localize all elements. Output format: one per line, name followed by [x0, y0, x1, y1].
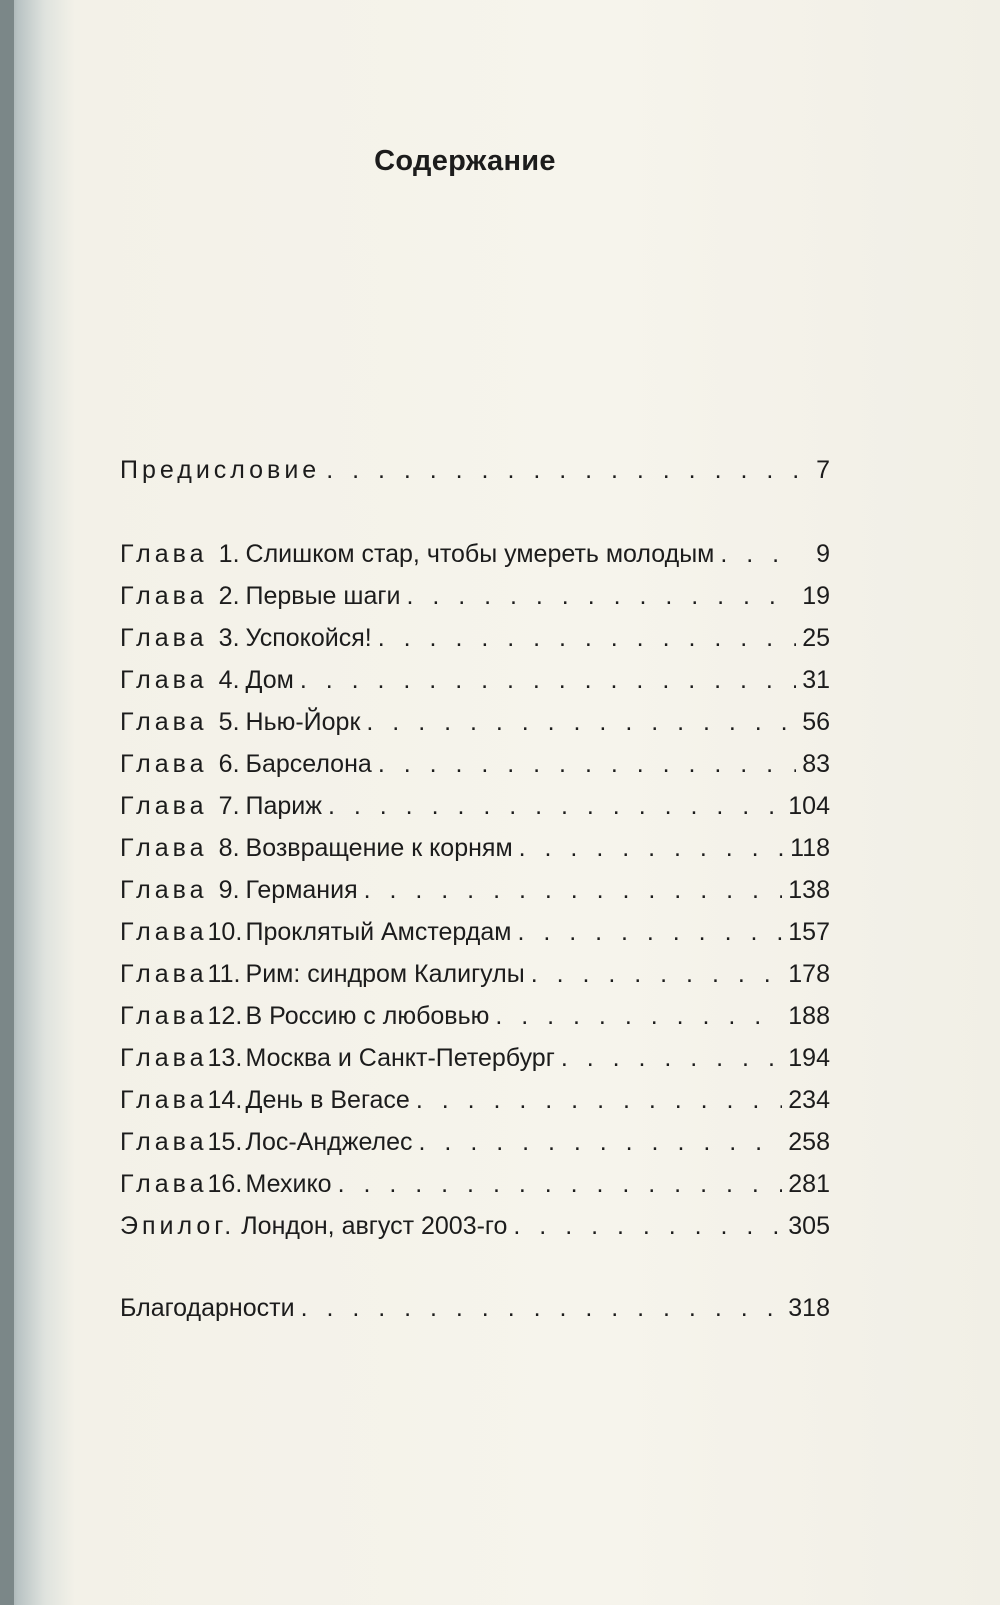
- toc-entry-chapter: [120, 582, 830, 624]
- toc-entry-chapter: [120, 960, 830, 1002]
- toc-entry-chapter: [120, 750, 830, 792]
- chapter-word: Глава: [120, 918, 208, 946]
- chapter-word: Глава: [120, 876, 208, 904]
- chapter-number: 9.: [218, 876, 240, 904]
- toc-page-number: 9: [816, 540, 830, 568]
- toc-entry-label: Предисловие: [120, 456, 321, 484]
- toc-entry-label: Германия: [245, 876, 358, 904]
- toc-entry-chapter: [120, 1170, 830, 1212]
- chapter-word: Глава: [120, 1002, 208, 1030]
- dot-leader: [338, 1170, 783, 1199]
- toc-page-number: 118: [790, 834, 830, 862]
- toc-page-number: 7: [816, 456, 830, 484]
- chapter-word: Глава: [120, 834, 208, 862]
- toc-entry-chapter: [120, 918, 830, 960]
- toc-page-number: 25: [802, 624, 830, 652]
- chapter-number: 12.: [207, 1002, 243, 1030]
- chapter-word: Глава: [120, 666, 208, 694]
- dot-leader: [328, 792, 782, 821]
- chapter-number: 4.: [218, 666, 240, 694]
- toc-entry-chapter: [120, 1128, 830, 1170]
- toc-entry-chapter: [120, 624, 830, 666]
- toc-entry-label: Дом: [245, 666, 294, 694]
- page-title: Содержание: [374, 145, 556, 177]
- chapter-word: Глава: [120, 1170, 208, 1198]
- toc-page-number: 19: [802, 582, 830, 610]
- toc-page-number: 56: [802, 708, 830, 736]
- chapter-number: 10.: [207, 918, 243, 946]
- toc-entry-label: Благодарности: [120, 1294, 295, 1322]
- book-spine-edge: [0, 0, 14, 1605]
- chapter-number: 8.: [218, 834, 240, 862]
- dot-leader: [366, 708, 796, 737]
- toc-entry-label: Мехико: [245, 1170, 332, 1198]
- dot-leader: [416, 1086, 782, 1115]
- chapter-word: Глава: [120, 1044, 208, 1072]
- toc-entry-label: Лондон, август 2003-го: [241, 1212, 508, 1240]
- chapter-number: 5.: [218, 708, 240, 736]
- toc-entry-epilogue: [120, 1212, 830, 1254]
- dot-leader: [300, 666, 796, 695]
- toc-entry-label: Первые шаги: [245, 582, 401, 610]
- toc-page-number: 157: [788, 918, 830, 946]
- dot-leader: [326, 456, 800, 485]
- toc-entry-label: Лос-Анджелес: [245, 1128, 413, 1156]
- chapter-number: 2.: [218, 582, 240, 610]
- chapter-list: [120, 540, 830, 1212]
- chapter-word: Глава: [120, 960, 208, 988]
- chapter-word: Глава: [120, 540, 208, 568]
- epilogue-word: Эпилог.: [120, 1212, 236, 1240]
- toc-entry-label: Нью-Йорк: [245, 708, 361, 736]
- dot-leader: [513, 1212, 782, 1241]
- toc-entry-chapter: [120, 1002, 830, 1044]
- toc-entry-label: Успокойся!: [245, 624, 372, 652]
- dot-leader: [531, 960, 783, 989]
- toc-page-number: 194: [788, 1044, 830, 1072]
- toc-page-number: 281: [788, 1170, 830, 1198]
- toc-page-number: 258: [788, 1128, 830, 1156]
- chapter-number: 11.: [207, 960, 241, 988]
- dot-leader: [720, 540, 800, 569]
- toc-entry-chapter: [120, 540, 830, 582]
- toc-entry-label: Слишком стар, чтобы умереть молодым: [245, 540, 715, 568]
- toc-page-number: 138: [788, 876, 830, 904]
- dot-leader: [519, 834, 785, 863]
- chapter-number: 3.: [218, 624, 240, 652]
- toc-entry-acknowledgements: [120, 1294, 830, 1336]
- toc-entry-label: Москва и Санкт-Петербург: [245, 1044, 555, 1072]
- dot-leader: [495, 1002, 782, 1031]
- toc-entry-chapter: [120, 834, 830, 876]
- chapter-word: Глава: [120, 624, 208, 652]
- toc-entry-label: Париж: [245, 792, 322, 820]
- toc-page-number: 188: [788, 1002, 830, 1030]
- toc-page-number: 178: [788, 960, 830, 988]
- toc-entry-chapter: [120, 792, 830, 834]
- chapter-number: 7.: [218, 792, 240, 820]
- chapter-word: Глава: [120, 750, 208, 778]
- toc-entry-chapter: [120, 876, 830, 918]
- toc-entry-chapter: [120, 708, 830, 750]
- toc-entry-label: В Россию с любовью: [245, 1002, 490, 1030]
- toc-page-number: 234: [788, 1086, 830, 1114]
- toc-page-number: 318: [788, 1294, 830, 1322]
- dot-leader: [378, 750, 796, 779]
- toc-page-number: 83: [802, 750, 830, 778]
- dot-leader: [419, 1128, 783, 1157]
- toc-entry-chapter: [120, 1044, 830, 1086]
- chapter-word: Глава: [120, 708, 208, 736]
- dot-leader: [406, 582, 796, 611]
- dot-leader: [517, 918, 782, 947]
- chapter-number: 16.: [207, 1170, 243, 1198]
- chapter-number: 6.: [218, 750, 240, 778]
- table-of-contents: [120, 456, 830, 1336]
- dot-leader: [378, 624, 796, 653]
- toc-page-number: 104: [788, 792, 830, 820]
- toc-entry-preface: [120, 456, 830, 498]
- chapter-word: Глава: [120, 792, 208, 820]
- chapter-word: Глава: [120, 582, 208, 610]
- dot-leader: [301, 1294, 783, 1323]
- chapter-word: Глава: [120, 1128, 208, 1156]
- dot-leader: [561, 1044, 782, 1073]
- toc-entry-label: Рим: синдром Калигулы: [245, 960, 525, 988]
- toc-entry-label: Возвращение к корням: [245, 834, 513, 862]
- toc-entry-label: Барселона: [245, 750, 372, 778]
- chapter-number: 15.: [207, 1128, 243, 1156]
- chapter-number: 14.: [207, 1086, 243, 1114]
- toc-entry-chapter: [120, 666, 830, 708]
- chapter-word: Глава: [120, 1086, 208, 1114]
- toc-entry-label: День в Вегасе: [245, 1086, 410, 1114]
- chapter-number: 13.: [207, 1044, 243, 1072]
- toc-page-number: 31: [802, 666, 830, 694]
- chapter-number: 1.: [218, 540, 240, 568]
- toc-entry-label: Проклятый Амстердам: [245, 918, 512, 946]
- toc-page-number: 305: [788, 1212, 830, 1240]
- toc-entry-chapter: [120, 1086, 830, 1128]
- dot-leader: [364, 876, 783, 905]
